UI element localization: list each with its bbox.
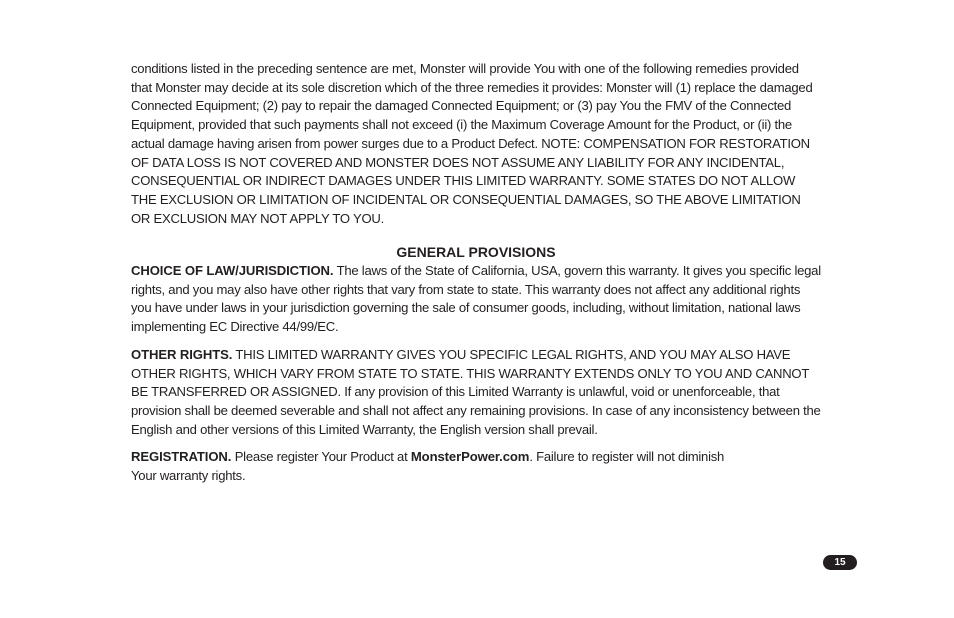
other-rights-label: OTHER RIGHTS.	[131, 346, 233, 362]
other-rights-text: THIS LIMITED WARRANTY GIVES YOU SPECIFIC LEGAL RIGHTS, AND YOU MAY ALSO HAVE OTHER RIGHTS, WHICH VARY FROM STATE TO STATE. THIS WARRANTY EXTENDS ONLY TO YOU AND CANNOT BE TRANSFERRED OR ASSIGNED. If any provision of this Limited Warranty is unlawful, void or unenforceable, that provision shall be deemed severable and shall not affect any remaining provisions. In case of any inconsistency between the English and other versions of this Limited Warranty, the English version shall prevail.	[131, 346, 821, 437]
registration-paragraph	[131, 448, 821, 485]
choice-of-law-paragraph	[131, 262, 821, 337]
other-rights-paragraph	[131, 346, 821, 440]
registration-label: REGISTRATION.	[131, 449, 232, 465]
section-heading: GENERAL PROVISIONS	[396, 244, 556, 261]
document-body	[131, 60, 821, 486]
registration-text-line2: Your warranty rights.	[131, 468, 246, 484]
choice-of-law-text: The laws of the State of California, USA, govern this warranty. It gives you specific legal rights, and you may also have other rights that vary from state to state. This warranty does not affect any additional rights you have under laws in your jurisdiction governing the sale of consumer goods, including, without limitation, national laws implementing EC Directive 44/99/EC.	[131, 263, 821, 335]
registration-text-before: Please register Your Product at	[231, 449, 411, 465]
registration-site-link: MonsterPower.com	[410, 449, 530, 465]
page-number-badge: 15	[823, 555, 857, 570]
choice-of-law-label: CHOICE OF LAW/JURISDICTION.	[131, 263, 334, 279]
registration-text-after: . Failure to register will not diminish	[529, 449, 725, 465]
intro-paragraph: conditions listed in the preceding sentence are met, Monster will provide You with one of the following remedies provided that Monster may decide at its sole discretion which of the three remedies it provides: Monster will (1) replace the damaged Connected Equipment; (2) pay to repair the damaged Connected Equipment; or (3) pay You the FMV of the Connected Equipment, provided that such payments shall not exceed (i) the Maximum Coverage Amount for the Product, or (ii) the actual damage having arisen from power surges due to a Product Defect. NOTE: COMPENSATION FOR RESTORATION OF DATA LOSS IS NOT COVERED AND MONSTER DOES NOT ASSUME ANY LIABILITY FOR ANY INCIDENTAL, CONSEQUENTIAL OR INDIRECT DAMAGES UNDER THIS LIMITED WARRANTY. SOME STATES DO NOT ALLOW THE EXCLUSION OR LIMITATION OF INCIDENTAL OR CONSEQUENTIAL DAMAGES, SO THE ABOVE LIMITATION OR EXCLUSION MAY NOT APPLY TO YOU.	[131, 61, 813, 226]
